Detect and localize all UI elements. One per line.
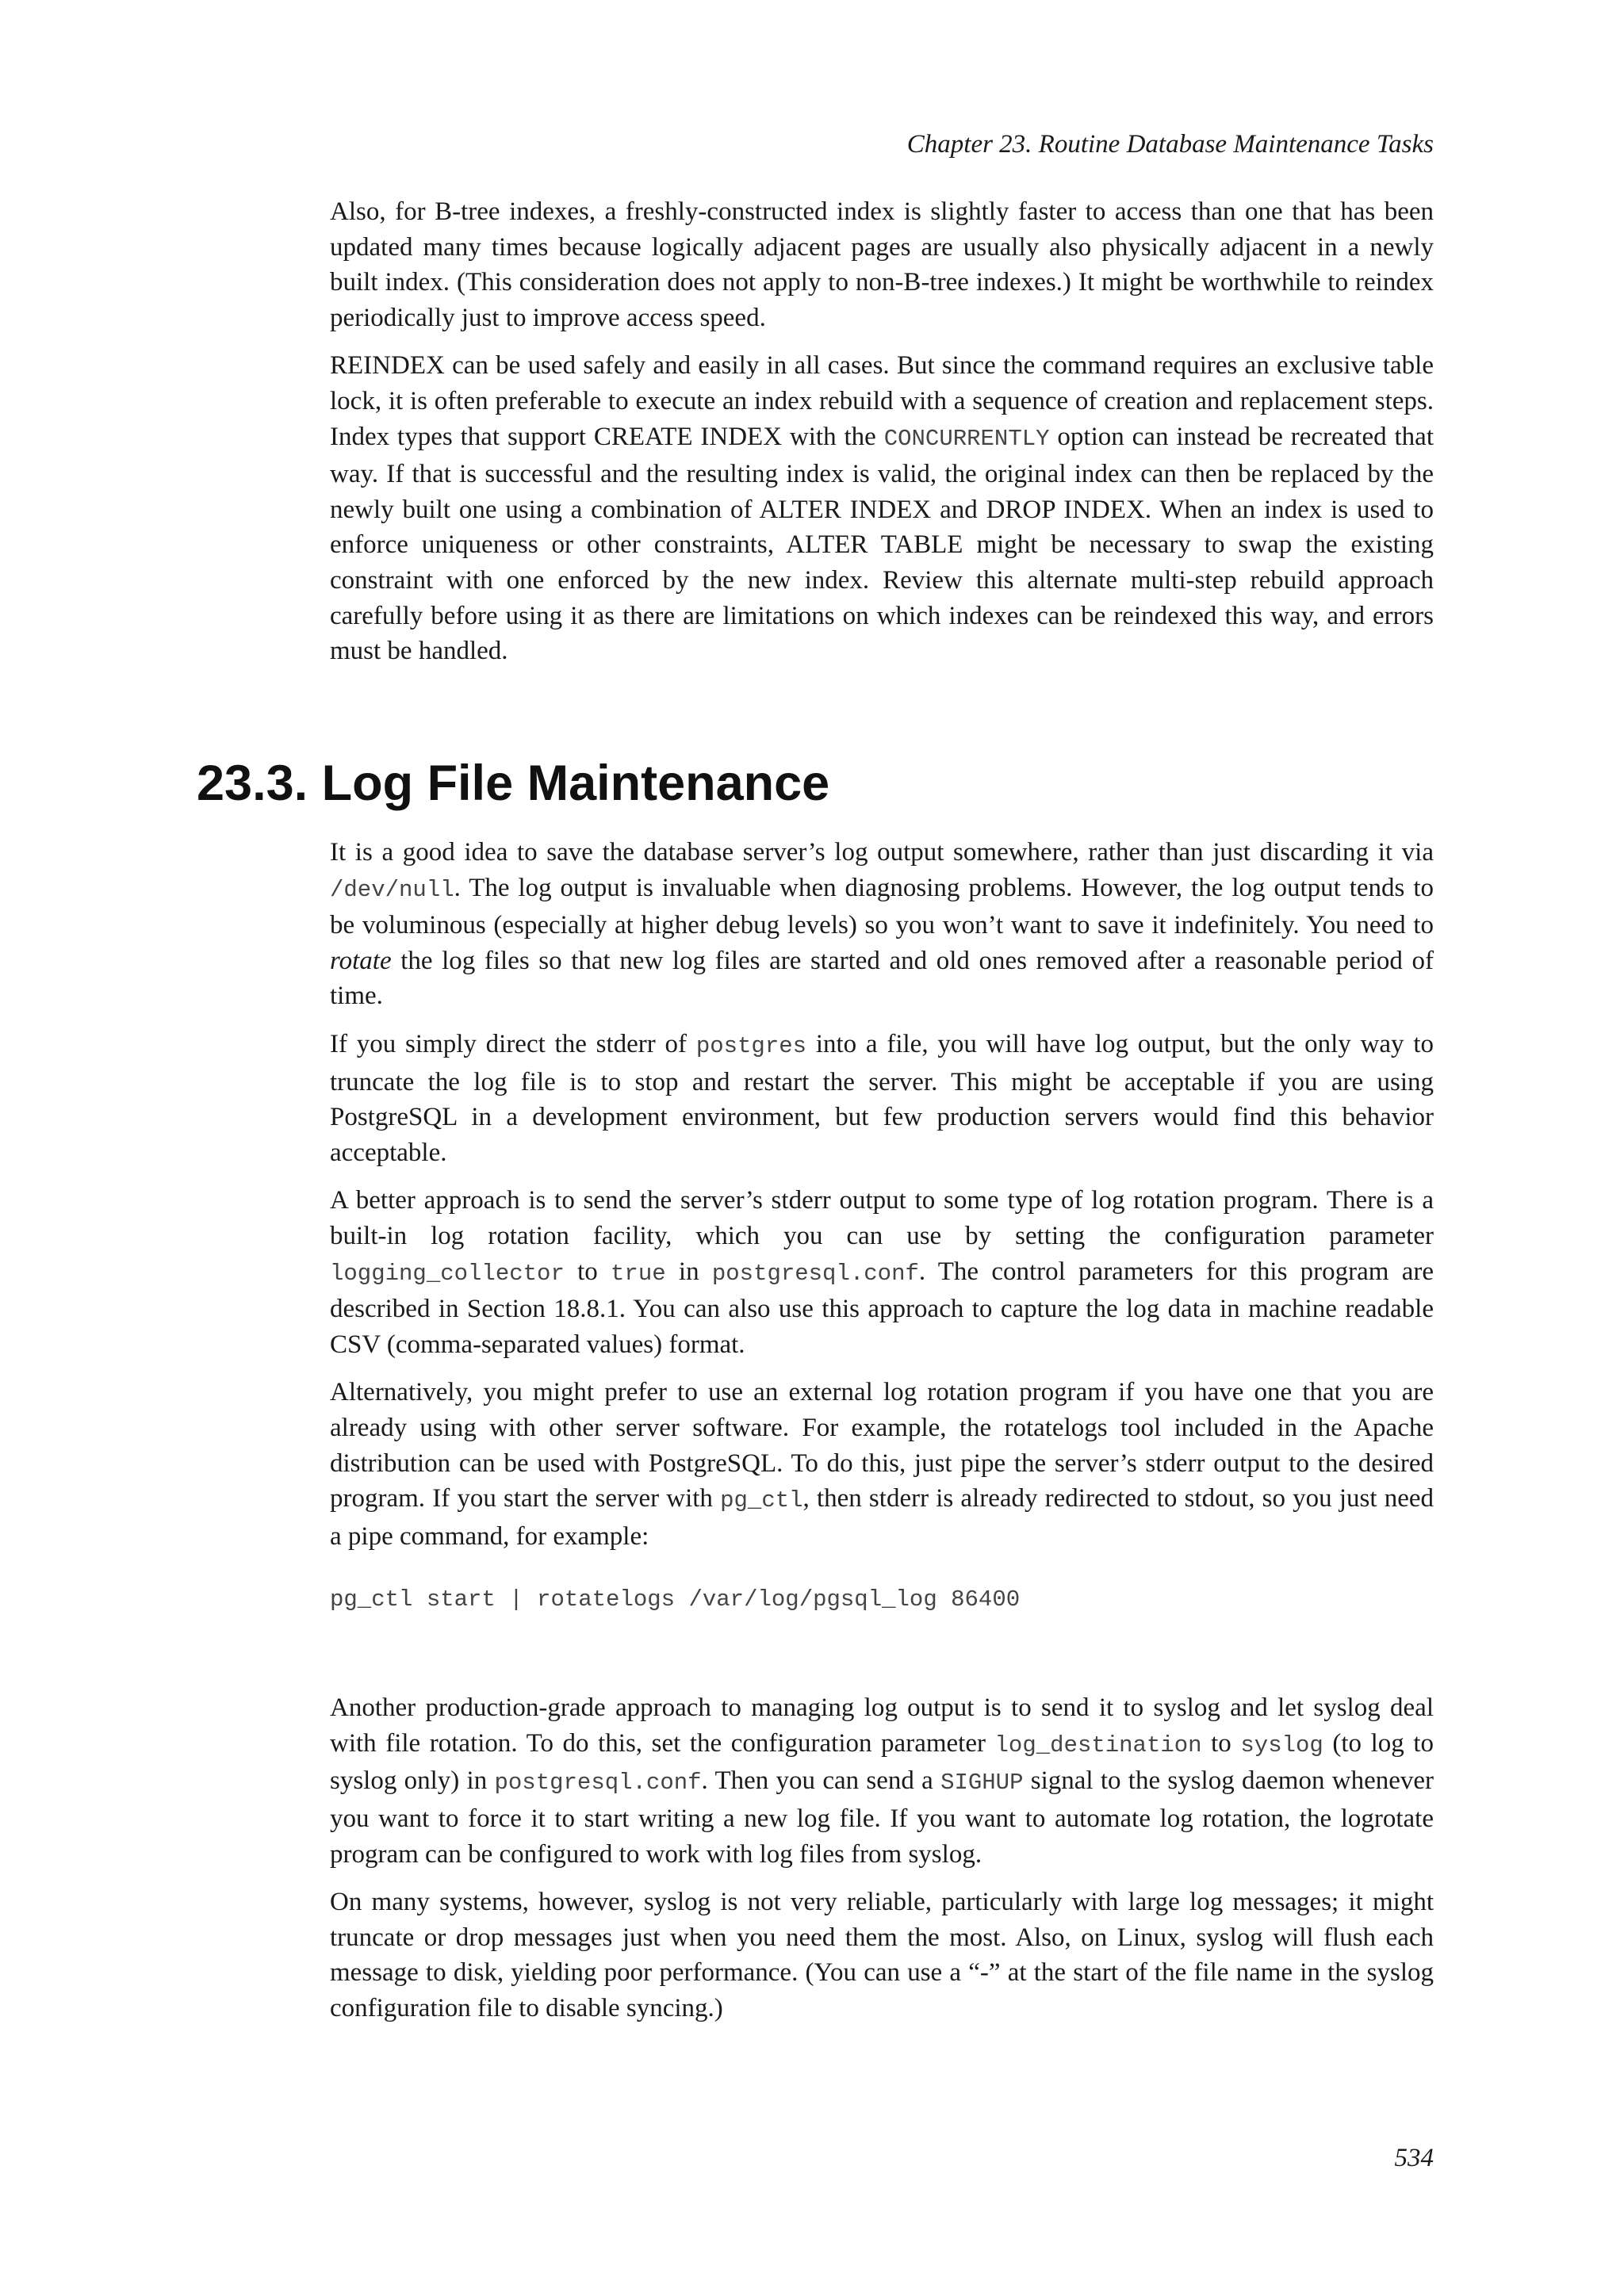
- paragraph-syslog: Another production-grade approach to managing log output is to send it to syslog and let syslog deal with file rotation. To do this, set the configuration parameter log_destination to syslog (to log to syslog only) in postgresql.conf. Then you can send a SIGHUP signal to the syslog daemon whenever you want to force it to start writing a new log file. If you want to automate log rotation, the logrotate program can be configured to work with log files from syslog.: [330, 1693, 1434, 1869]
- paragraph-direct-stderr: If you simply direct the stderr of postgres into a file, you will have log output, but the only way to truncate the log file is to stop and restart the server. This might be acceptable if you are using PostgreSQL in a development environment, but few production servers would find this behavior acceptable.: [330, 1029, 1434, 1167]
- code-syslog: syslog: [1240, 1732, 1323, 1758]
- code-postgresql-conf-2: postgresql.conf: [494, 1770, 702, 1797]
- paragraph-reindex-usage: REINDEX can be used safely and easily in all cases. But since the command requires an exclusive table lock, it is often preferable to execute an index rebuild with a sequence of creation and replacement steps. Index types that support CREATE INDEX with the CONCURRENTLY option can instead be recreated that way. If that is successful and the resulting index is valid, the original index can then be replaced by the newly built one using a combination of ALTER INDEX and DROP INDEX. When an index is used to enforce uniqueness or other constraints, ALTER TABLE might be necessary to swap the existing constraint with one enforced by the new index. Review this alternate multi-step rebuild approach carefully before using it as there are limitations on which indexes can be reindexed this way, and errors must be handled.: [330, 351, 1434, 666]
- page-number: 534: [1394, 2144, 1434, 2172]
- running-header: Chapter 23. Routine Database Maintenance Tasks: [906, 130, 1434, 159]
- code-pg-ctl: pg_ctl: [720, 1487, 803, 1514]
- code-sighup: SIGHUP: [940, 1770, 1024, 1797]
- paragraph-external-rotation: Alternatively, you might prefer to use an external log rotation program if you have one that you are already using with other server software. For example, the rotatelogs tool included in the Apache distribution can be used with PostgreSQL. To do this, just pipe the server’s stderr output to the desired program. If you start the server with pg_ctl, then stderr is already redirected to stdout, so you just need a pipe command, for example:: [330, 1378, 1434, 1551]
- paragraph-log-rotation-program: A better approach is to send the server’s stderr output to some type of log rotation program. There is a built-in log rotation facility, which you can use by setting the configuration parameter logging_collector to true in postgresql.conf. The control parameters for this program are described in Section 18.8.1. You can also use this approach to capture the log data in machine readable CSV (comma-separated values) format.: [330, 1186, 1434, 1359]
- code-logging-collector: logging_collector: [330, 1260, 565, 1287]
- code-true: true: [611, 1260, 666, 1287]
- code-postgres: postgres: [695, 1032, 807, 1059]
- code-postgresql-conf: postgresql.conf: [711, 1260, 919, 1287]
- paragraph-syslog-reliability: On many systems, however, syslog is not very reliable, particularly with large log messages; it might truncate or drop messages just when you need them the most. Also, on Linux, syslog will flush each message to disk, yielding poor performance. (You can use a “-” at the start of the file name in the syslog configuration file to disable syncing.): [330, 1888, 1434, 2023]
- paragraph-btree-reindex: Also, for B-tree indexes, a freshly-constructed index is slightly faster to access than one that has been updated many times because logically adjacent pages are usually also physically adjacent in a newly built index. (This consideration does not apply to non-B-tree indexes.) It might be worthwhile to reindex periodically just to improve access speed.: [330, 197, 1434, 332]
- paragraph-save-log-output: It is a good idea to save the database server’s log output somewhere, rather than just discarding it via /dev/null. The log output is invaluable when diagnosing problems. However, the log output tends to be voluminous (especially at higher debug levels) so you won’t want to save it indefinitely. You need to rotate the log files so that new log files are started and old ones removed after a reasonable period of time.: [330, 838, 1434, 1011]
- code-concurrently: CONCURRENTLY: [883, 425, 1050, 452]
- code-log-destination: log_destination: [994, 1732, 1202, 1758]
- log-maintenance-section: [330, 835, 1434, 2026]
- code-dev-null: /dev/null: [330, 876, 454, 903]
- section-title: 23.3. Log File Maintenance: [197, 756, 830, 811]
- code-block-rotatelogs: pg_ctl start | rotatelogs /var/log/pgsql_log 86400: [330, 1586, 1021, 1613]
- emphasis-rotate: rotate: [330, 946, 392, 975]
- intro-section: [330, 194, 1434, 669]
